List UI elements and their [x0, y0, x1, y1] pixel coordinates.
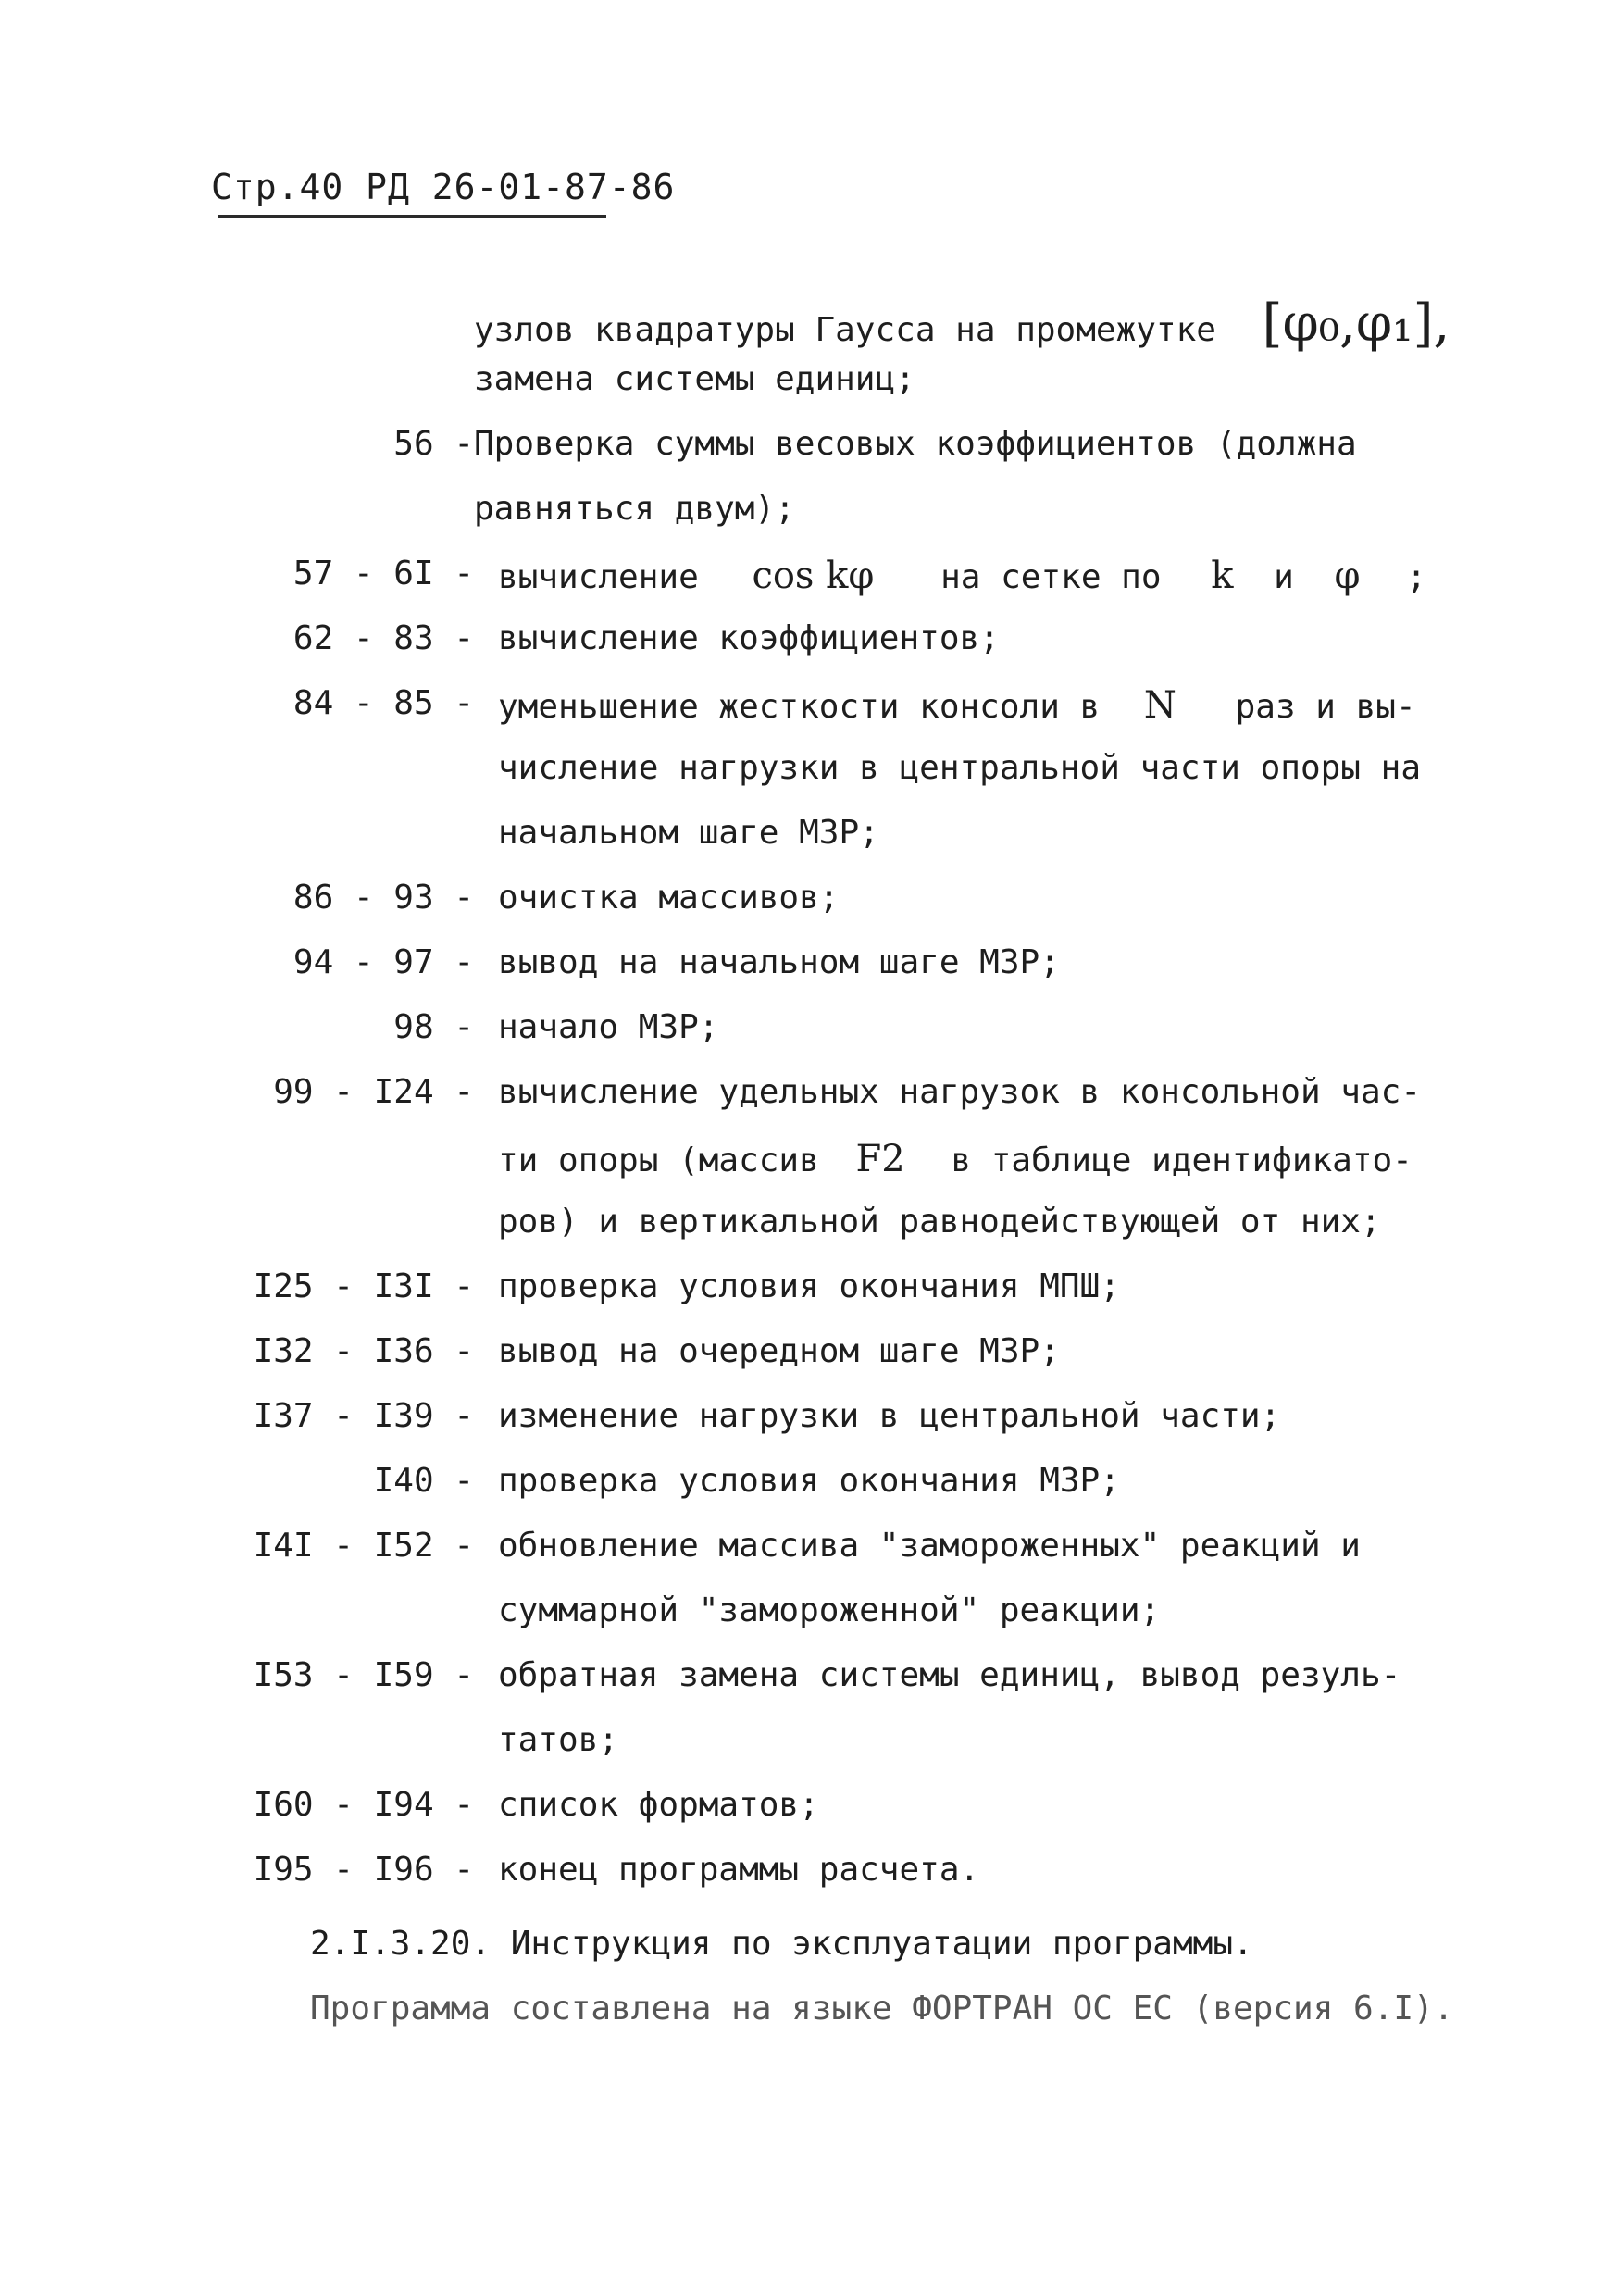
entry-text: начало МЗР; [498, 1008, 719, 1046]
entry-number: 99 - I24 - [273, 1073, 474, 1111]
entry-text: обновление массива "замороженных" реакций и [498, 1527, 1361, 1565]
entry-text: ти опоры (массив F2 в таблице идентификато- [498, 1138, 1413, 1180]
entry-text: суммарной "замороженной" реакции; [498, 1591, 1161, 1629]
entry-text: вывод на начальном шаге МЗР; [498, 943, 1060, 981]
entry-number: I60 - I94 - [253, 1786, 474, 1824]
entry-text: вывод на очередном шаге МЗР; [498, 1332, 1060, 1370]
array-name: F2 [855, 1138, 905, 1180]
entry-number: 56 - [393, 425, 474, 463]
interval-formula: [φ₀,φ₁], [1262, 293, 1450, 354]
entry-number: 62 - 83 - [292, 619, 474, 657]
entry-text: обратная замена системы единиц, вывод резуль- [498, 1656, 1401, 1694]
entry-number: I4I - I52 - [253, 1527, 474, 1565]
intro-line-1: узлов квадратуры Гаусса на промежутке [φ₀,φ₁], [474, 293, 1450, 354]
entry-number: 84 - 85 - [292, 684, 474, 722]
entry-text: очистка массивов; [498, 879, 840, 917]
page-header: Стр.40 РД 26-01-87-86 [211, 167, 676, 207]
entry-text: проверка условия окончания МЗР; [498, 1462, 1120, 1500]
entry-number: I37 - I39 - [253, 1397, 474, 1435]
entry-text: Проверка суммы весовых коэффициентов (должна [474, 425, 1357, 463]
header-underline [218, 215, 606, 218]
entry-text: числение нагрузки в центральной части опоры на [498, 749, 1421, 787]
entry-number: I95 - I96 - [253, 1851, 474, 1889]
cos-formula: cos kφ [752, 555, 875, 597]
entry-text: вычисление коэффициентов; [498, 619, 1000, 657]
entry-text: равняться двум); [474, 490, 795, 528]
entry-text: уменьшение жесткости консоли в N раз и вы- [498, 684, 1416, 727]
entry-text: вычисление cos kφ на сетке по k и φ ; [498, 555, 1426, 597]
entry-number: 57 - 6I - [292, 555, 474, 593]
entry-text: проверка условия окончания МПШ; [498, 1267, 1120, 1305]
entry-text: ров) и вертикальной равнодействующей от них; [498, 1203, 1381, 1241]
entry-number: I53 - I59 - [253, 1656, 474, 1694]
entry-number: 98 - [393, 1008, 474, 1046]
entry-text: вычисление удельных нагрузок в консольной час- [498, 1073, 1421, 1111]
entry-number: 86 - 93 - [292, 879, 474, 917]
entry-text: татов; [498, 1721, 619, 1759]
entry-text: список форматов; [498, 1786, 819, 1824]
entry-number: I25 - I3I - [253, 1267, 474, 1305]
entry-number: I40 - [373, 1462, 474, 1500]
intro-line-2: замена системы единиц; [474, 360, 915, 398]
section-heading: 2.I.3.20. Инструкция по эксплуатации программы. [310, 1925, 1253, 1963]
section-text: Программа составлена на языке ФОРТРАН ОС ЕС (версия 6.I). [310, 1990, 1454, 2028]
entry-text: конец программы расчета. [498, 1851, 980, 1889]
entry-number: 94 - 97 - [292, 943, 474, 981]
entry-text: изменение нагрузки в центральной части; [498, 1397, 1281, 1435]
entry-text: начальном шаге МЗР; [498, 814, 879, 852]
entry-number: I32 - I36 - [253, 1332, 474, 1370]
